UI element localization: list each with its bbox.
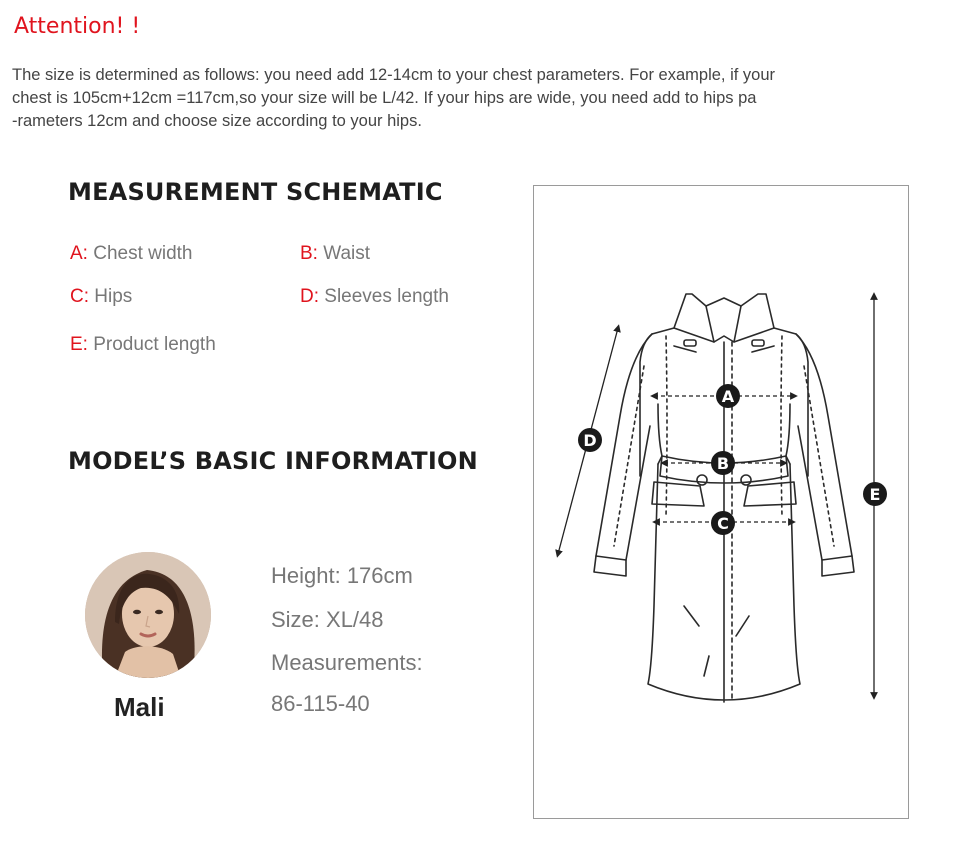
marker-a-icon bbox=[716, 384, 740, 408]
model-size: Size: XL/48 bbox=[271, 607, 384, 632]
marker-c-label: C bbox=[717, 514, 729, 533]
legend-key-e: E: bbox=[70, 334, 88, 355]
legend-item-length bbox=[70, 334, 216, 356]
model-name: Mali bbox=[114, 692, 165, 722]
legend-item-chest bbox=[70, 243, 193, 265]
size-note-line-3: -rameters 12cm and choose size according to your hips. bbox=[12, 112, 422, 130]
marker-e-icon bbox=[863, 482, 887, 506]
attention-heading: Attention! ! bbox=[14, 14, 141, 39]
size-note-line-1: The size is determined as follows: you need add 12-14cm to your chest parameters. For example, if your bbox=[12, 66, 776, 84]
model-avatar bbox=[85, 552, 211, 678]
marker-d-label: D bbox=[583, 431, 597, 450]
legend-label-waist: Waist bbox=[323, 243, 371, 264]
model-info-title: MODEL’S BASIC INFORMATION bbox=[68, 447, 478, 475]
legend-key-c: C: bbox=[70, 286, 89, 307]
marker-a-label: A bbox=[721, 387, 735, 406]
model-portrait-icon bbox=[85, 552, 211, 678]
legend-key-d: D: bbox=[300, 286, 319, 307]
legend-item-sleeves bbox=[300, 286, 449, 308]
size-note-line-2: chest is 105cm+12cm =117cm,so your size will be L/42. If your hips are wide, you need add to hips pa bbox=[12, 89, 757, 107]
marker-c-icon bbox=[711, 511, 735, 535]
legend-label-chest: Chest width bbox=[93, 243, 193, 264]
legend-key-b: B: bbox=[300, 243, 318, 264]
size-note bbox=[12, 64, 912, 133]
coat-schematic-frame bbox=[533, 185, 909, 819]
legend-label-length: Product length bbox=[93, 334, 216, 355]
measurement-schematic-title: MEASUREMENT SCHEMATIC bbox=[68, 178, 443, 206]
legend-label-sleeves: Sleeves length bbox=[324, 286, 449, 307]
legend-key-a: A: bbox=[70, 243, 88, 264]
model-height: Height: 176cm bbox=[271, 563, 413, 588]
marker-e-label: E bbox=[869, 485, 881, 504]
marker-d-icon bbox=[578, 428, 602, 452]
model-measurements-label: Measurements: bbox=[271, 650, 423, 675]
coat-diagram-icon bbox=[534, 186, 910, 820]
legend-item-hips bbox=[70, 286, 132, 308]
legend-item-waist bbox=[300, 243, 370, 265]
marker-b-icon bbox=[711, 451, 735, 475]
model-measurements-value: 86-115-40 bbox=[271, 691, 370, 716]
legend-label-hips: Hips bbox=[94, 286, 133, 307]
marker-b-label: B bbox=[716, 454, 730, 473]
